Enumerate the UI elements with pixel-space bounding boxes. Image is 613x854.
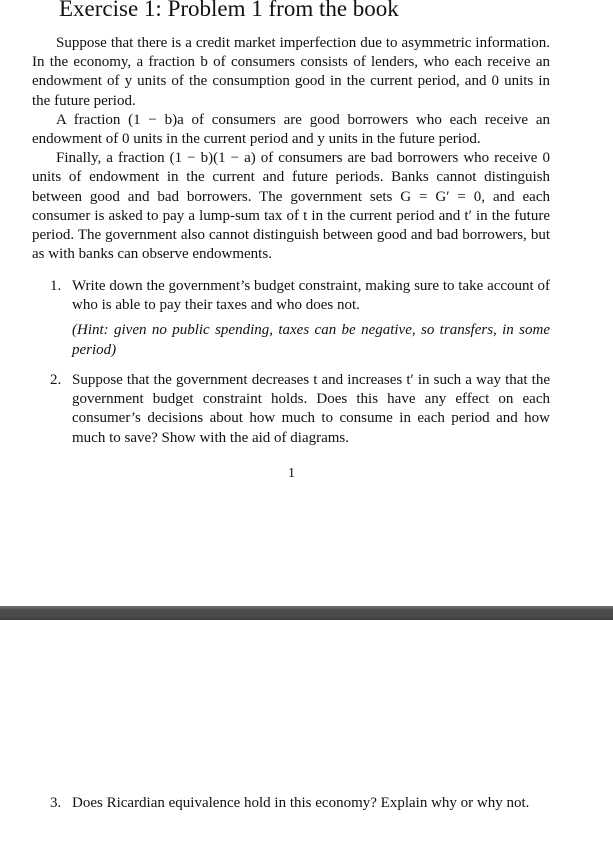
question-2 bbox=[50, 371, 550, 448]
question-hint: (Hint: given no public spending, taxes can be negative, so transfers, in some period) bbox=[72, 322, 550, 358]
exercise-title: Exercise 1: Problem 1 from the book bbox=[59, 0, 399, 21]
paragraph-lenders: Suppose that there is a credit market imperfection due to asymmetric information. In the economy, a fraction b of consumers consists of lenders, who each receive an endowment of y units of the consumption good in the current period, and 0 units in the future period. bbox=[32, 35, 550, 109]
question-text: Suppose that the government decreases t and increases t′ in such a way that the government budget constraint holds. Does this have any effect on each consumer’s decisions about how much to consume in each period and how much to save? Show with the aid of diagrams. bbox=[72, 372, 550, 446]
page-number: 1 bbox=[288, 466, 295, 481]
page-separator bbox=[0, 606, 613, 620]
question-3 bbox=[50, 794, 550, 813]
question-number: 2. bbox=[50, 372, 62, 388]
page-2 bbox=[0, 620, 613, 854]
paragraph-bad-borrowers: Finally, a fraction (1 − b)(1 − a) of consumers are bad borrowers who receive 0 units of endowment in the current and future periods. Banks cannot distinguish between good and bad borrowers. The government sets G = G′ = 0, and each consumer is asked to pay a lump-sum tax of t in the current period and t′ in the future period. The government also cannot distinguish between good and bad borrowers, but as with banks can observe endowments. bbox=[32, 150, 550, 263]
question-text: Does Ricardian equivalence hold in this economy? Explain why or why not. bbox=[72, 795, 530, 811]
question-number: 3. bbox=[50, 795, 62, 811]
problem-statement bbox=[32, 34, 550, 264]
question-text: Write down the government’s budget constraint, making sure to take account of who is able to pay their taxes and who does not. bbox=[72, 278, 550, 314]
paragraph-good-borrowers: A fraction (1 − b)a of consumers are good borrowers who each receive an endowment of 0 units in the current period and y units in the future period. bbox=[32, 111, 550, 148]
question-1 bbox=[50, 277, 550, 360]
question-number: 1. bbox=[50, 278, 62, 294]
